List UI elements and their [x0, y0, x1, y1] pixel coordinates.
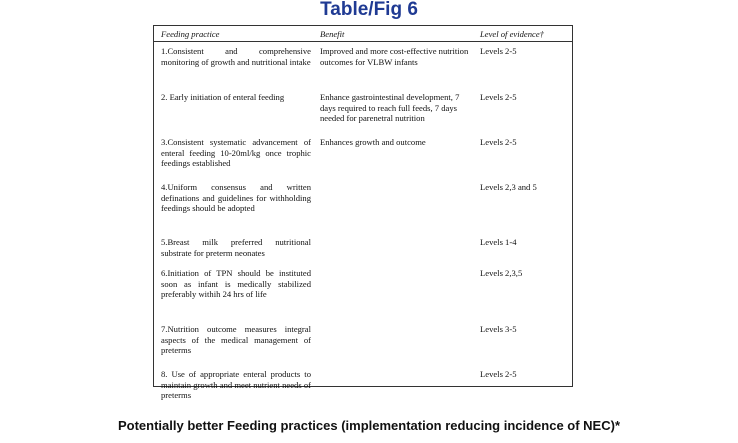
row-4-practice: 4.Uniform consensus and written definations and guidelines for withholding feedings should be adopted: [161, 182, 311, 213]
row-8-practice: 8. Use of appropriate enteral products to maintain growth and meet nutrient needs of preterms: [161, 369, 311, 400]
row-3-benefit: Enhances growth and outcome: [320, 137, 426, 147]
row-5-level: Levels 1-4: [480, 237, 517, 247]
row-2-benefit: Enhance gastrointestinal development, 7 days required to reach full feeds, 7 days needed for parenetral nutrition: [320, 92, 460, 123]
row-1-benefit: Improved and more cost-effective nutrition outcomes for VLBW infants: [320, 46, 469, 67]
header-benefit: Benefit: [320, 29, 345, 39]
row-2-level: Levels 2-5: [480, 92, 517, 102]
row-4-level: Levels 2,3 and 5: [480, 182, 537, 192]
feeding-practices-table: [153, 25, 573, 400]
row-2-practice: 2. Early initiation of enteral feeding: [161, 92, 285, 102]
table-header-row: [154, 26, 572, 42]
row-7-level: Levels 3-5: [480, 324, 517, 334]
row-1-practice: 1.Consistent and comprehensive monitoring of growth and nutritional intake: [161, 46, 311, 67]
header-level-of-evidence: Level of evidence†: [480, 29, 544, 39]
row-5-practice: 5.Breast milk preferred nutritional substrate for preterm neonates: [161, 237, 311, 258]
row-8-level: Levels 2-5: [480, 369, 517, 379]
row-3-level: Levels 2-5: [480, 137, 517, 147]
row-3-practice: 3.Consistent systematic advancement of enteral feeding 10-20ml/kg once trophic feedings established: [161, 137, 311, 168]
figure-caption: Potentially better Feeding practices (implementation reducing incidence of NEC)*: [117, 418, 621, 433]
header-feeding-practice: Feeding practice: [161, 29, 220, 39]
row-6-practice: 6.Initiation of TPN should be instituted soon as infant is medically stabilized preferably withih 24 hrs of life: [161, 268, 311, 299]
row-6-level: Levels 2,3,5: [480, 268, 523, 278]
figure-title: Table/Fig 6: [320, 0, 418, 20]
row-7-practice: 7.Nutrition outcome measures integral aspects of the medical management of preterms: [161, 324, 311, 355]
row-1-level: Levels 2-5: [480, 46, 517, 56]
